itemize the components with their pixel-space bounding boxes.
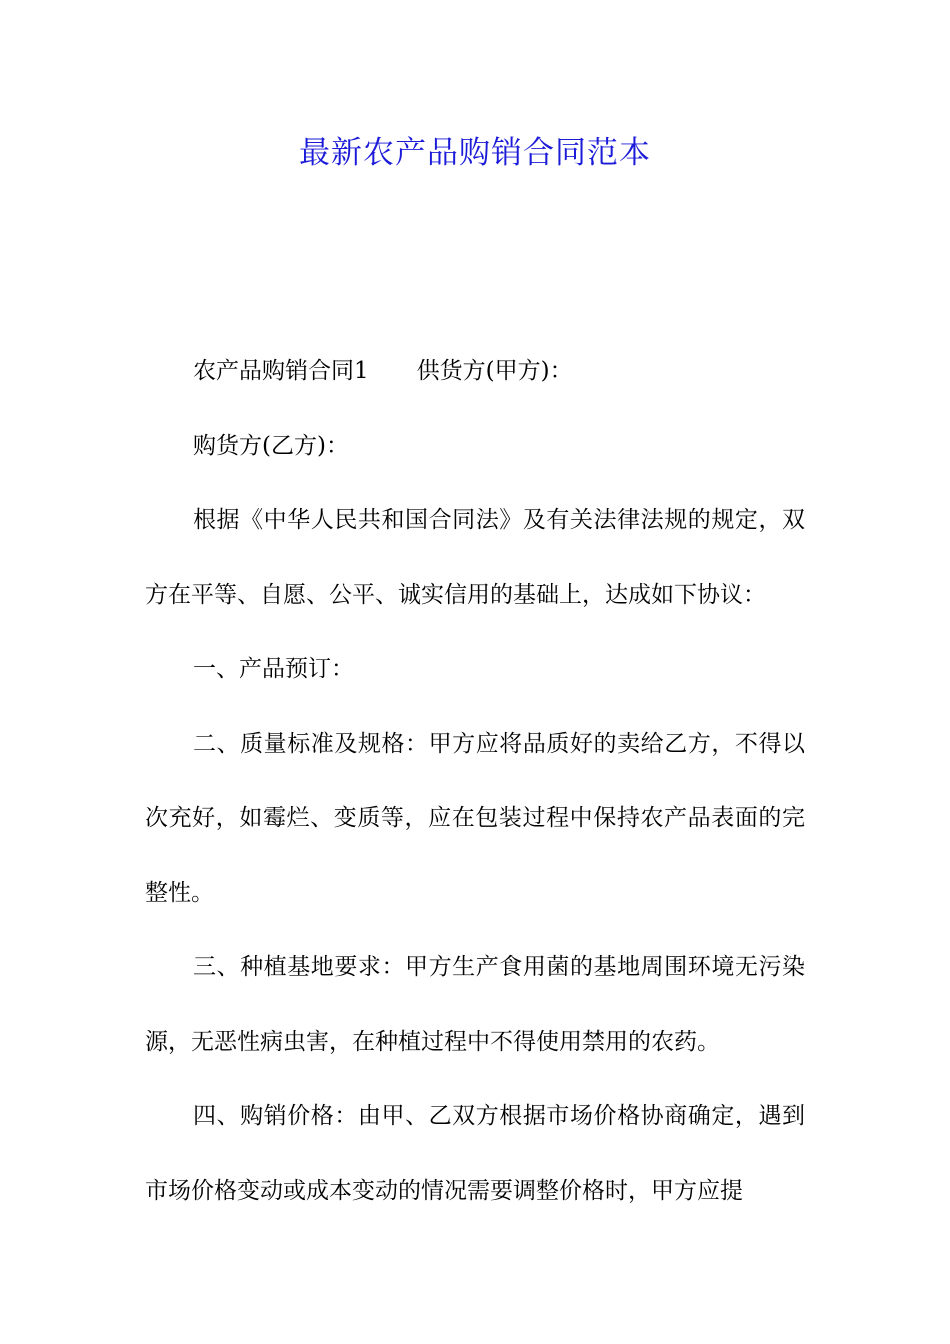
preamble-paragraph: 根据《中华人民共和国合同法》及有关法律法规的规定，双方在平等、自愿、公平、诚实信用的基础上，达成如下协议： — [145, 507, 805, 608]
supplier-label: 供货方(甲方)： — [416, 358, 573, 384]
buyer-paragraph: 购货方(乙方)： — [193, 432, 349, 459]
clause-3-paragraph: 三、种植基地要求：甲方生产食用菌的基地周围环境无污染源，无恶性病虫害，在种植过程中不得使用禁用的农药。 — [145, 954, 805, 1055]
clause-2-paragraph: 二、质量标准及规格：甲方应将品质好的卖给乙方，不得以次充好，如霉烂、变质等，应在包装过程中保持农产品表面的完整性。 — [145, 730, 805, 906]
clause-4-paragraph: 四、购销价格：由甲、乙双方根据市场价格协商确定，遇到市场价格变动或成本变动的情况需要调整价格时，甲方应提 — [145, 1103, 805, 1204]
clause-1-paragraph: 一、产品预订： — [193, 656, 354, 682]
contract-name: 农产品购销合同1 — [193, 358, 369, 384]
document-title: 最新农产品购销合同范本 — [299, 135, 651, 171]
intro-paragraph — [145, 334, 805, 409]
document-body — [145, 334, 805, 1228]
